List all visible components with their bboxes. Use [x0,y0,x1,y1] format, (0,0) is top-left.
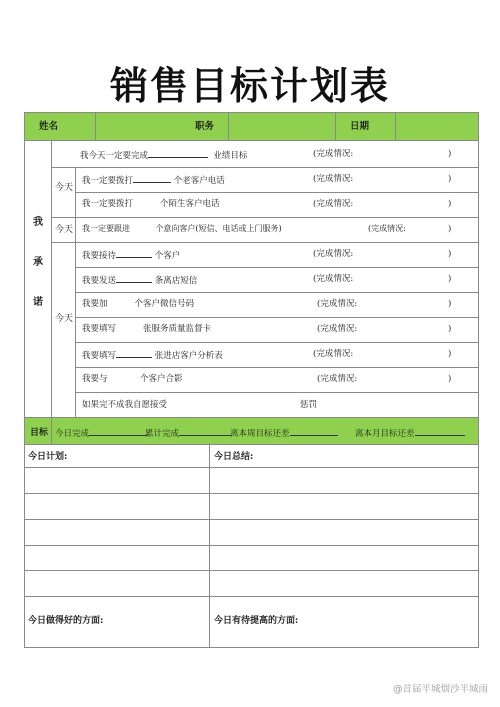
pledge-receive: 我要接待 个客户 [82,248,180,262]
header-row [25,113,478,141]
pledge-photo-status: (完成情况: [317,374,358,384]
summary-title: 今日总结: [214,452,254,462]
goal-row [25,417,478,445]
page-title: 销售目标计划表 [109,64,390,108]
today-label-2: 今天 [55,225,74,235]
plan-title: 今日计划: [28,452,68,462]
pledge-sms-status: (完成情况: [313,274,354,284]
pledge-call-old-status: (完成情况: [313,174,354,184]
pledge-penalty: 如果完不成我自愿接受 [82,400,168,410]
pledge-receive-close: ) [448,249,452,259]
pledge-quality-card-close: ) [448,324,452,334]
pledge-line-1-close: ) [448,149,452,159]
goal-week-gap: 离本周目标还差 [230,426,338,440]
pledge-line-1: 我今天一定要完成 业绩目标 [80,148,247,162]
pledge-wechat-close: ) [448,299,452,309]
plan-sheet [24,112,479,648]
pledge-call-old: 我一定要拨打 个老客户电话 [82,173,225,187]
pledge-sms: 我要发送 条离店短信 [82,273,197,287]
pledge-call-old-close: ) [448,174,452,184]
pledge-char-1: 我 [33,217,43,228]
good-aspects-label: 今日做得好的方面: [28,616,104,626]
pledge-quality-card-status: (完成情况: [317,324,358,334]
pledge-char-2: 承 [33,257,43,268]
pledge-analysis-sheet-status: (完成情况: [313,349,354,359]
date-label: 日期 [350,121,370,132]
pledge-analysis-sheet: 我要填写 张进店客户分析表 [82,348,223,362]
pledge-wechat-status: (完成情况: [317,299,358,309]
goal-cumulative: 累计完成 [145,426,231,440]
improve-aspects-label: 今日有待提高的方面: [214,616,299,626]
pledge-call-new: 我一定要拨打 个陌生客户电话 [82,199,220,209]
position-label: 职务 [195,121,215,132]
pledge-line-1-status: (完成情况: [313,149,354,159]
watermark-text: @首届半城烟沙半城雨 [392,684,488,695]
pledge-penalty-suffix: 惩罚 [300,400,318,410]
goal-month-gap: 离本月目标还差 [355,426,465,440]
pledge-follow-up: 我一定要跟进 个意向客户(短信、电话或上门服务) [82,224,282,233]
today-label-1: 今天 [55,183,74,193]
today-label-3: 今天 [55,314,74,324]
pledge-quality-card: 我要填写 张服务质量监督卡 [82,324,212,334]
pledge-call-new-status: (完成情况: [313,199,354,209]
name-label: 姓名 [39,121,59,132]
pledge-photo-close: ) [448,374,452,384]
pledge-analysis-sheet-close: ) [448,349,452,359]
goal-today: 今日完成 [55,426,147,440]
pledge-follow-up-close: ) [448,224,452,234]
pledge-wechat: 我要加 个客户微信号码 [82,299,195,309]
pledge-char-3: 诺 [33,297,43,308]
goal-label: 目标 [30,428,49,438]
pledge-photo: 我要与 个客户合影 [82,374,183,384]
pledge-receive-status: (完成情况: [313,249,354,259]
pledge-follow-up-status: (完成情况: [368,224,406,233]
pledge-call-new-close: ) [448,199,452,209]
pledge-sms-close: ) [448,274,452,284]
